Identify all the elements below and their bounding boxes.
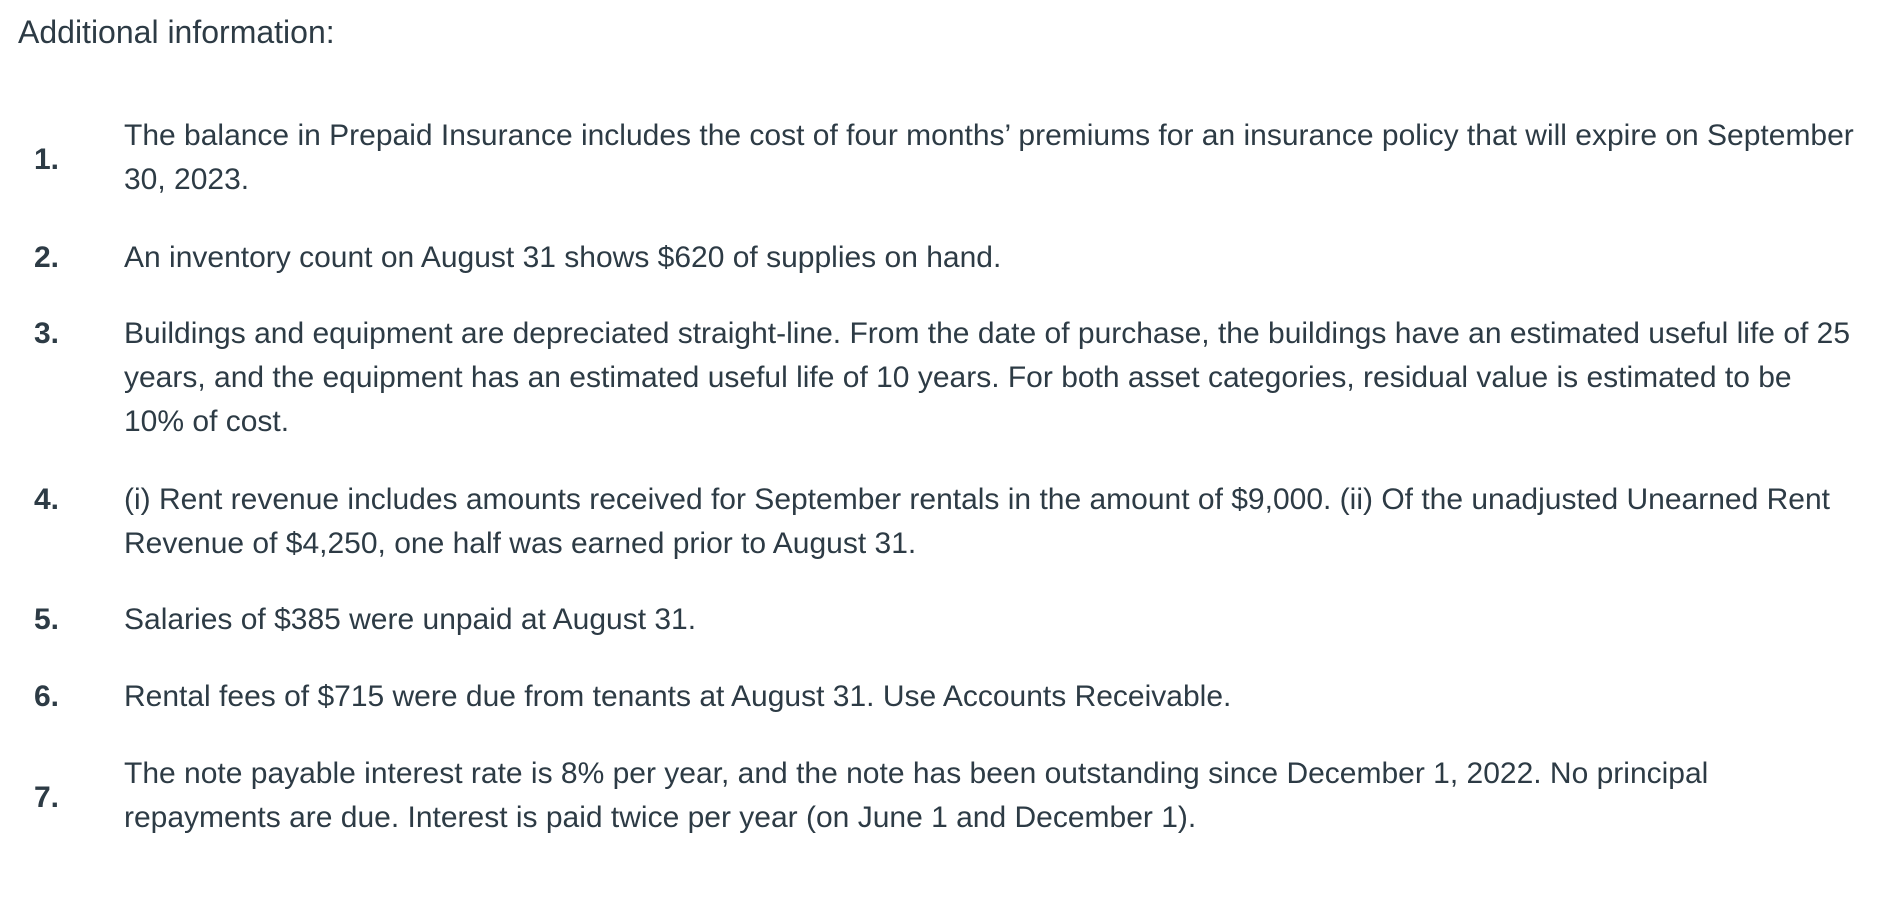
item-text: The note payable interest rate is 8% per year, and the note has been outstanding since December 1, 2022. No principal repayments are due. Interest is paid twice per year (on June 1 and December 1). — [124, 757, 1709, 834]
item-text: An inventory count on August 31 shows $620 of supplies on hand. — [124, 241, 1002, 274]
item-number: 3. — [34, 317, 60, 350]
item-number: 7. — [34, 781, 60, 814]
item-text: Buildings and equipment are depreciated straight-line. From the date of purchase, the buildings have an estimated useful life of 25 years, and the equipment has an estimated useful life of 10 years. For both asset categories, residual value is estimated to be 10% of cost. — [124, 317, 1851, 438]
item-text: The balance in Prepaid Insurance includes the cost of four months’ premiums for an insurance policy that will expire on September 30, 2023. — [124, 119, 1854, 196]
item-number: 1. — [34, 143, 60, 176]
item-text: Rental fees of $715 were due from tenants at August 31. Use Accounts Receivable. — [124, 680, 1232, 713]
item-number: 5. — [34, 603, 60, 636]
item-number: 6. — [34, 680, 60, 713]
item-text: (i) Rent revenue includes amounts received for September rentals in the amount of $9,000. (ii) Of the unadjusted Unearned Rent Revenue of $4,250, one half was earned prior to August 31. — [124, 483, 1830, 560]
item-text: Salaries of $385 were unpaid at August 31. — [124, 603, 697, 636]
item-number: 2. — [34, 241, 60, 274]
section-heading: Additional information: — [18, 14, 335, 50]
item-number: 4. — [34, 483, 60, 516]
